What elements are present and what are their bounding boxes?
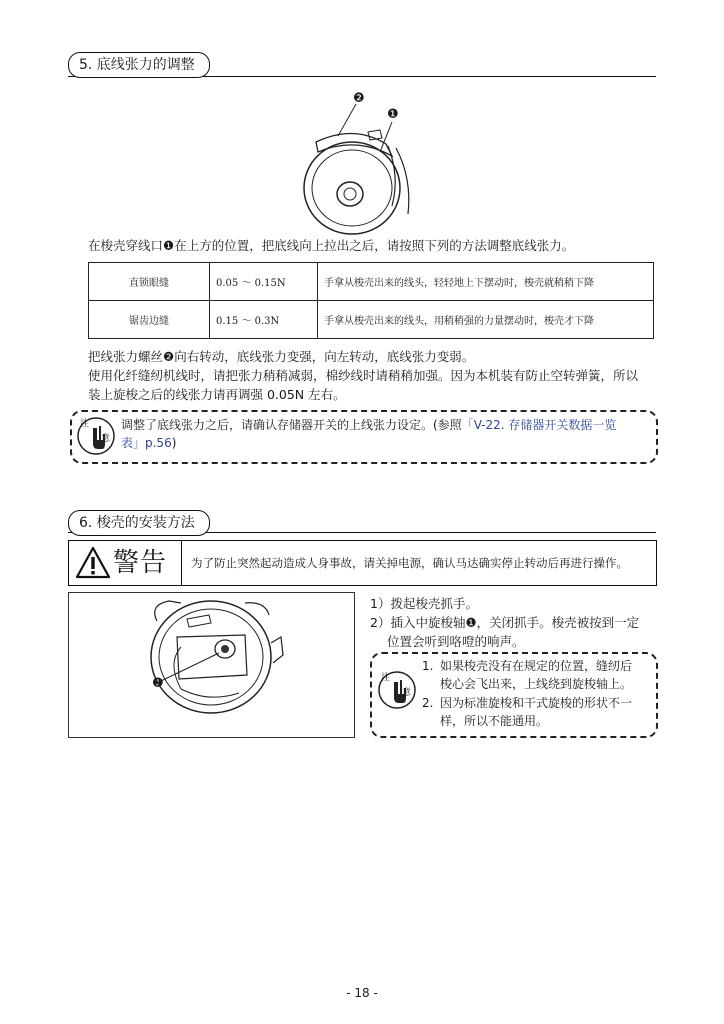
callout-1: ❶ [152, 676, 164, 691]
note-1-line1: 如果梭壳没有在规定的位置，缝纫后 [440, 659, 633, 673]
caution-text-end: ) [171, 436, 177, 450]
callout-1: ❶ [387, 107, 399, 122]
warning-header [69, 541, 182, 585]
page-number: - 18 - [346, 986, 378, 1000]
caution-char-2: 意 [402, 688, 412, 698]
warning-text: 为了防止突然起动造成人身事故，请关掉电源，确认马达确实停止转动后再进行操作。 [191, 556, 628, 570]
table-cell-method: 手拿从梭壳出来的线头，用稍稍强的力量摆动时，梭壳才下降 [318, 301, 654, 339]
table-cell-method: 手拿从梭壳出来的线头，轻轻地上下摆动时，梭壳就稍稍下降 [318, 263, 654, 301]
note-2-line2: 样，所以不能通用。 [440, 714, 549, 728]
caution-text [121, 416, 616, 452]
bobbin-case-illustration [296, 86, 426, 236]
table-cell-type: 锯齿边缝 [89, 301, 210, 339]
warning-word: 警告 [113, 548, 168, 578]
step-2-line1: 2）插入中旋梭轴❶，关闭抓手。梭壳被按到一定 [370, 615, 640, 630]
section5-title: 5. 底线张力的调整 [68, 52, 210, 78]
table-cell-range: 0.15 ～ 0.3N [210, 301, 318, 339]
note-2-number: 2. [422, 696, 434, 710]
warning-triangle-icon [75, 546, 111, 579]
section6-title: 6. 梭壳的安装方法 [68, 510, 210, 536]
caution-text-part: 调整了底线张力之后，请确认存储器开关的上线张力设定。(参照 [121, 418, 462, 432]
table-cell-type: 直锁眼缝 [89, 263, 210, 301]
note-1-line2: 梭心会飞出来，上线绕到旋梭轴上。 [440, 677, 633, 691]
step-2-line2: 位置会听到咯噔的响声。 [387, 634, 525, 649]
tension-table [88, 262, 654, 339]
section5-para1: 把线张力螺丝❷向右转动，底线张力变强，向左转动，底线张力变弱。 [88, 349, 475, 364]
note-2-line1: 因为标准旋梭和干式旋梭的形状不一 [440, 696, 633, 710]
section5-intro: 在梭壳穿线口❶在上方的位置，把底线向上拉出之后，请按照下列的方法调整底线张力。 [88, 238, 575, 253]
callout-2: ❷ [353, 91, 365, 106]
reference-link[interactable]: 「V-22. 存储器开关数据一览 [461, 418, 617, 432]
section5-para2-line1: 使用化纤缝纫机线时，请把张力稍稍减弱，棉纱线时请稍稍加强。因为本机装有防止空转弹簧，所以 [88, 368, 639, 383]
table-cell-range: 0.05 ～ 0.15N [210, 263, 318, 301]
section5-para2-line2: 装上旋梭之后的线张力请再调强 0.05N 左右。 [88, 387, 346, 402]
note-1-number: 1. [422, 659, 434, 673]
bobbin-case-install-illustration [68, 592, 355, 738]
caution-char-1: 注 [80, 419, 90, 429]
warning-box [68, 540, 657, 586]
table-row [89, 263, 654, 301]
reference-link-cont[interactable]: 表」p.56 [121, 436, 172, 450]
rotary-hook-drawing [69, 593, 354, 737]
step-1: 1）拨起梭壳抓手。 [370, 596, 478, 611]
caution-char-1: 注 [381, 673, 391, 683]
table-row [89, 301, 654, 339]
caution-char-2: 意 [101, 434, 111, 444]
